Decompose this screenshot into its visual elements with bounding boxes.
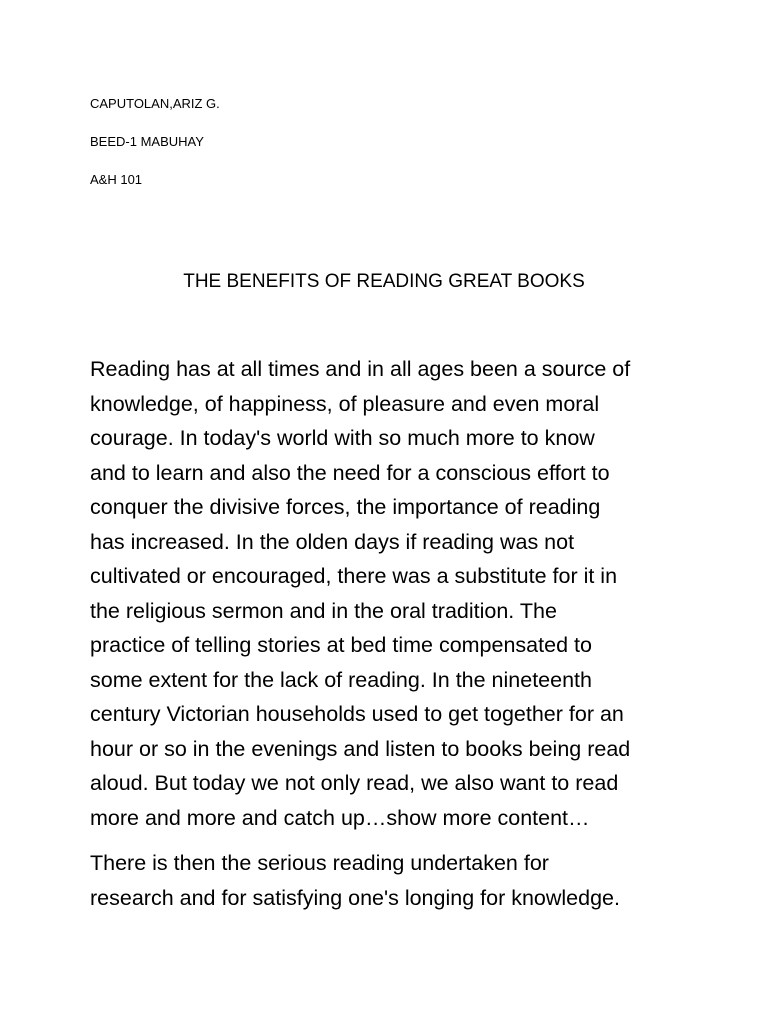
text-line: courage. In today's world with so much more to know [90, 426, 595, 450]
document-header [90, 96, 490, 210]
text-line: some extent for the lack of reading. In the nineteenth [90, 667, 592, 692]
text-line: There is then the serious reading undertaken for [90, 851, 549, 875]
essay-body [90, 352, 680, 926]
text-line: more and more and catch up…show more content… [90, 805, 590, 830]
text-line: Reading has at all times and in all ages been a source of [90, 357, 631, 381]
text-line: conquer the divisive forces, the importance of reading [90, 495, 601, 519]
text-line: research and for satisfying one's longing for knowledge. [90, 885, 620, 910]
course-code: A&H 101 [90, 172, 143, 187]
text-line: and to learn and also the need for a conscious effort to [90, 460, 610, 485]
text-line: century Victorian households used to get together for an [90, 702, 624, 726]
text-line: aloud. But today we not only read, we also want to read [90, 771, 619, 795]
text-line: hour or so in the evenings and listen to books being read [90, 736, 631, 761]
text-line: practice of telling stories at bed time compensated to [90, 633, 592, 657]
paragraph-2 [90, 846, 680, 915]
text-line: cultivated or encouraged, there was a substitute for it in [90, 564, 618, 588]
text-line: has increased. In the olden days if reading was not [90, 529, 575, 554]
paragraph-1 [90, 352, 680, 835]
student-section: BEED-1 MABUHAY [90, 134, 204, 149]
student-name: CAPUTOLAN,ARIZ G. [90, 96, 220, 111]
text-line: knowledge, of happiness, of pleasure and even moral [90, 391, 600, 416]
document-title: THE BENEFITS OF READING GREAT BOOKS [183, 271, 585, 292]
text-line: the religious sermon and in the oral tradition. The [90, 598, 557, 623]
